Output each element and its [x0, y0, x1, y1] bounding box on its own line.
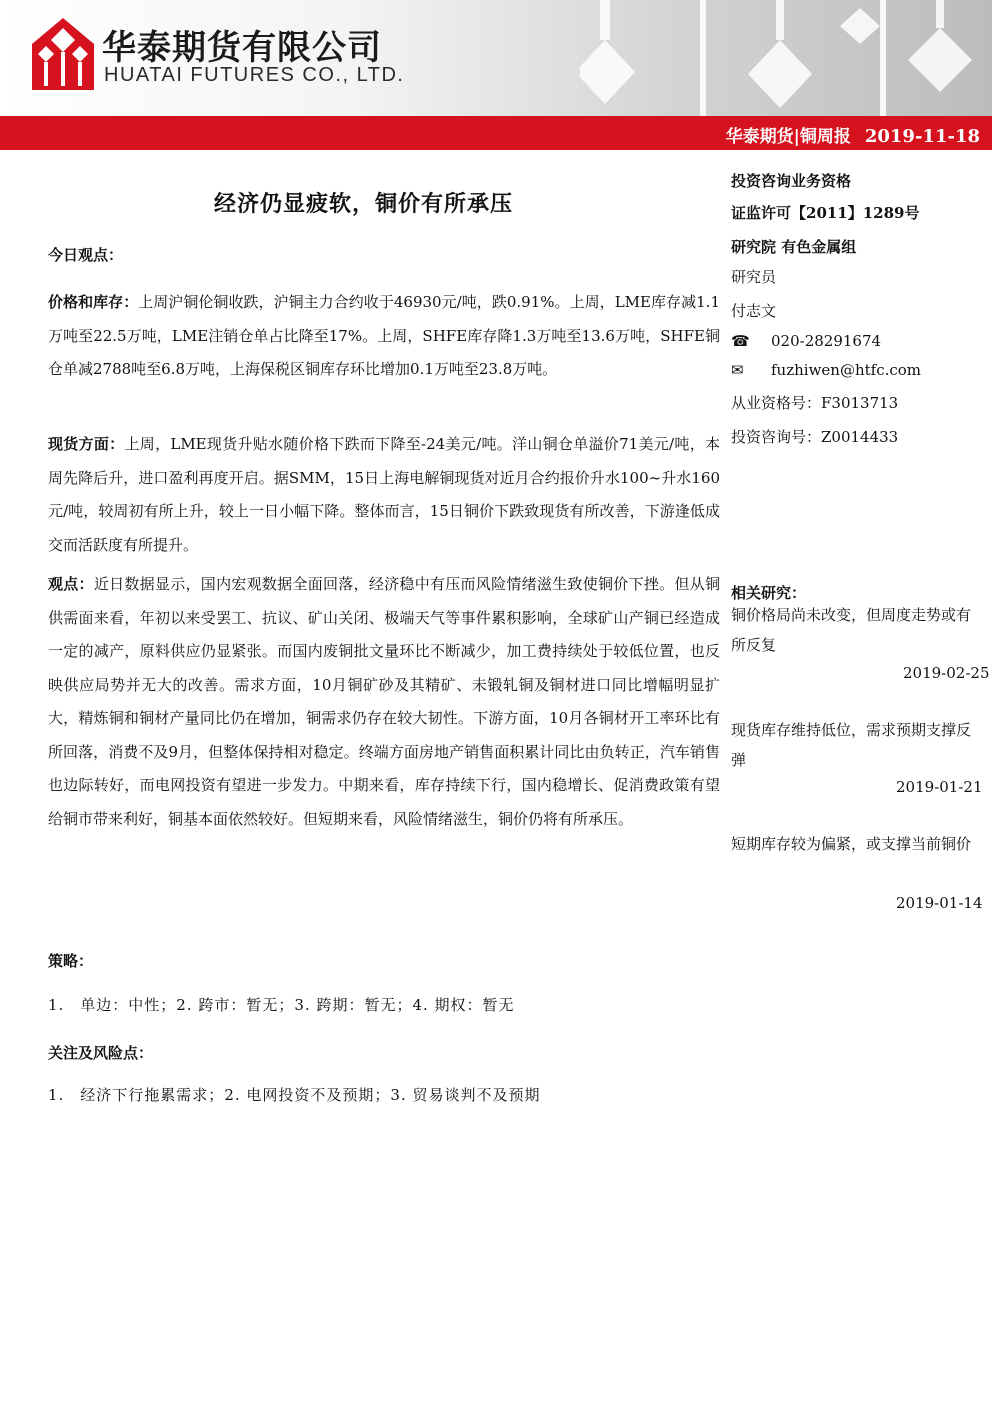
related-research-item[interactable]: 短期库存较为偏紧，或支撑当前铜价: [731, 835, 972, 853]
related-research-date: 2019-01-21: [896, 778, 983, 796]
consulting-number: 投资咨询号：Z0014433: [731, 428, 899, 446]
header-decoration: [580, 0, 992, 116]
report-bar: [0, 116, 992, 150]
strategy-heading: 策略：: [48, 952, 94, 970]
qualification-title: 投资咨询业务资格: [731, 172, 852, 190]
mail-icon: ✉: [731, 361, 744, 379]
phone-number: 020-28291674: [771, 332, 882, 350]
email-row: [731, 361, 921, 379]
section-view: [48, 568, 720, 836]
section-text: 上周沪铜伦铜收跌，沪铜主力合约收于46930元/吨，跌0.91%。上周，LME库存减1.1万吨至22.5万吨，LME注销仓单占比降至17%。上周，SHFE库存降1.3万吨至13.6万吨，SHFE铜仓单减2788吨至6.8万吨，上海保税区铜库存环比增加0.1万吨至23.8万吨。: [48, 293, 720, 378]
section-spot: [48, 428, 720, 562]
related-research-item[interactable]: 现货库存维持低位，需求预期支撑反弹: [731, 721, 972, 769]
section-text: 上周，LME现货升贴水随价格下跌而下降至-24美元/吨。洋山铜仓单溢价71美元/吨，本周先降后升，进口盈利再度开启。据SMM，15日上海电解铜现货对近月合约报价升水100~升水160元/吨，较周初有所上升，较上一日小幅下降。整体而言，15日铜价下跌致现货有所改善，下游逢低成交而活跃度有所提升。: [48, 435, 720, 554]
email-address[interactable]: fuzhiwen@htfc.com: [771, 361, 922, 379]
risk-heading: 关注及风险点：: [48, 1044, 154, 1062]
company-name-en: HUATAI FUTURES CO., LTD.: [104, 64, 405, 86]
license-number: 证监许可【2011】1289号: [731, 204, 920, 222]
phone-row: [731, 332, 881, 350]
risk-text: 1. 经济下行拖累需求；2. 电网投资不及预期；3. 贸易谈判不及预期: [48, 1086, 541, 1104]
phone-icon: ☎: [731, 332, 750, 350]
report-date: 2019-11-18: [864, 126, 980, 147]
strategy-text: 1. 单边：中性；2. 跨市：暂无；3. 跨期：暂无；4. 期权：暂无: [48, 996, 515, 1014]
section-label: 观点：: [48, 575, 94, 593]
section-label: 现货方面：: [48, 435, 125, 453]
certification-number: 从业资格号：F3013713: [731, 394, 899, 412]
analyst-name: 付志文: [731, 302, 777, 320]
analyst-role: 研究员: [731, 268, 777, 286]
report-label: 华泰期货|铜周报: [725, 127, 851, 147]
header-banner: [0, 0, 992, 116]
related-research-item[interactable]: 铜价格局尚未改变，但周度走势或有所反复: [731, 606, 972, 654]
related-research-date: 2019-01-14: [896, 894, 983, 912]
related-research-heading: 相关研究：: [731, 584, 807, 602]
section-label: 价格和库存：: [48, 293, 139, 311]
company-logo: [32, 18, 94, 90]
section-text: 近日数据显示，国内宏观数据全面回落，经济稳中有压而风险情绪滋生致使铜价下挫。但从铜供需面来看，年初以来受罢工、抗议、矿山关闭、极端天气等事件累积影响，全球矿山产铜已经造成一定的减产，原料供应仍显紧张。而国内废铜批文量环比不断减少，加工费持续处于较低位置，也反映供应局势并无大的改善。需求方面，10月铜矿砂及其精矿、未锻轧铜及铜材进口同比增幅明显扩大，精炼铜和铜材产量同比仍在增加，铜需求仍存在较大韧性。下游方面，10月各铜材开工率环比有所回落，消费不及9月，但整体保持相对稳定。终端方面房地产销售面积累计同比由负转正，汽车销售也边际转好，而电网投资有望进一步发力。中期来看，库存持续下行，国内稳增长、促消费政策有望给铜市带来利好，铜基本面依然较好。但短期来看，风险情绪滋生，铜价仍将有所承压。: [48, 575, 720, 828]
company-name-cn: 华泰期货有限公司: [102, 28, 382, 68]
today-view-heading: 今日观点：: [48, 246, 124, 264]
institute-group: 研究院 有色金属组: [731, 238, 857, 256]
section-price-inventory: [48, 286, 720, 387]
report-bar-text: [726, 122, 980, 147]
report-title: 经济仍显疲软，铜价有所承压: [214, 192, 514, 217]
related-research-date: 2019-02-25: [903, 664, 990, 682]
